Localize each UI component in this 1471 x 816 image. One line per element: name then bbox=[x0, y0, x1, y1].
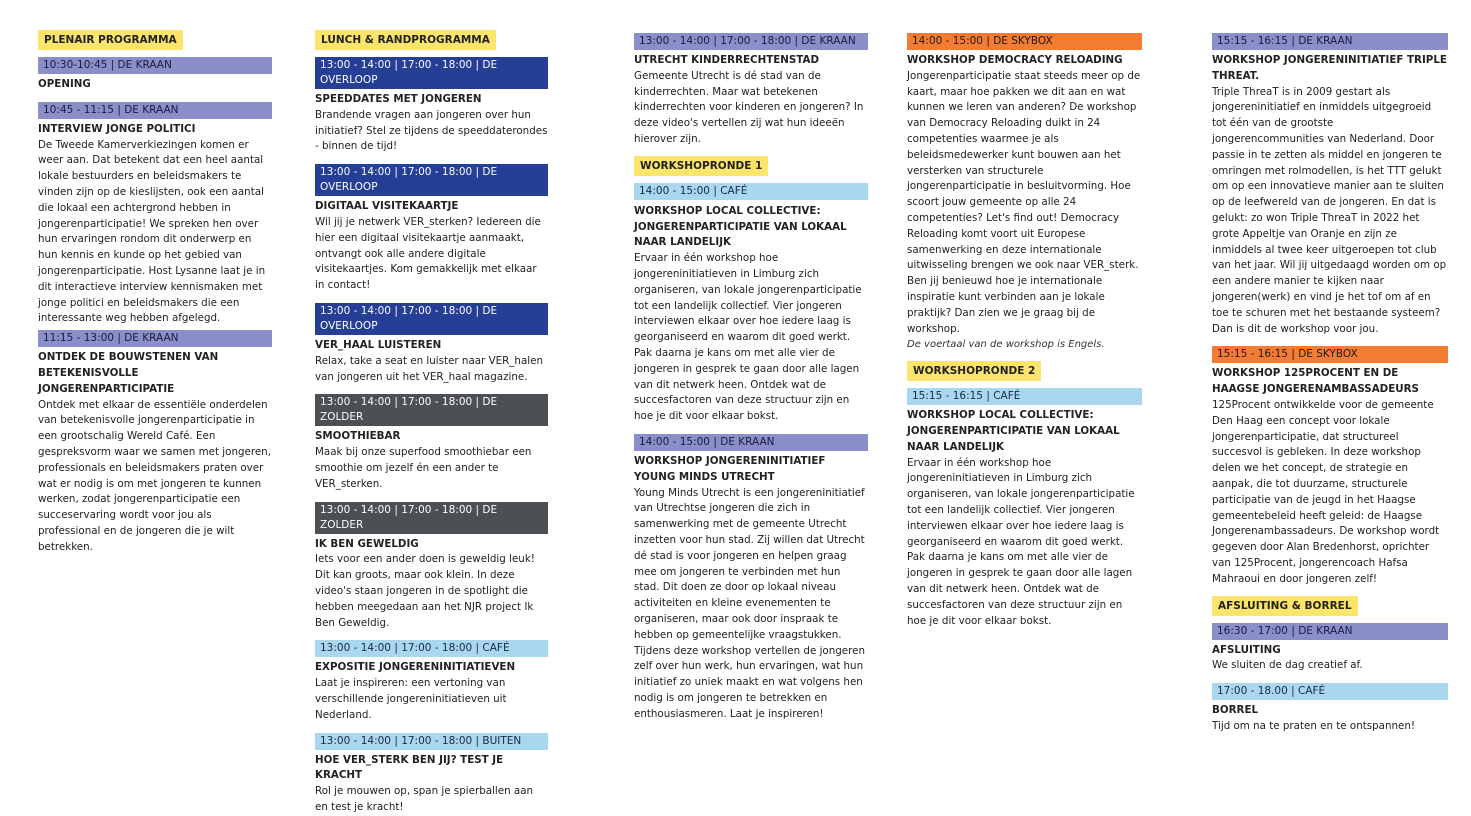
session-description: Wil jij je netwerk VER_sterken? Iedereen die hier een digitaal visitekaartje aanmaakt, ontvangt ook alle andere digitale visitekaartjes. Kom gemakkelijk met elkaar in contact! bbox=[315, 215, 541, 292]
session-description: Relax, take a seat en luister naar VER_halen van jongeren uit het VER_haal magazine. bbox=[315, 354, 543, 383]
section-heading-workshopronde-2: WORKSHOPRONDE 2 bbox=[907, 361, 1041, 381]
time-bar: 14:00 - 15:00 | DE SKYBOX bbox=[907, 33, 1142, 50]
session-title: IK BEN GEWELDIG bbox=[315, 537, 419, 550]
time-bar: 11:15 - 13:00 | DE KRAAN bbox=[38, 330, 272, 347]
session-title: BORREL bbox=[1212, 704, 1259, 717]
column-lunch bbox=[315, 28, 548, 816]
session-description: Jongerenparticipatie staat steeds meer op de kaart, maar hoe pakken we dit aan en wat kunnen we leren van anderen? De workshop van Democracy Reloading duikt in 24 competenties waarmee je als beleidsmedewerker kunt bouwen aan het versterken van structurele jongerenparticipatie in besluitvorming. Hoe scoort jouw gemeente op alle 24 competenties? Let's find out! Democracy Reloading komt voort uit Europese samenwerking en deze internationale uitwisseling brengen we ook naar VER_sterk. Ben jij benieuwd hoe je internationale inspiratie kunt verbinden aan je lokale praktijk? Dan zien we je graag bij de workshop. bbox=[907, 69, 1141, 335]
time-bar: 13:00 - 14:00 | 17:00 - 18:00 | DE ZOLDER bbox=[315, 394, 548, 426]
session-title: WORKSHOP JONGERENINITIATIEF TRIPLE THREAT. bbox=[1212, 54, 1447, 82]
session-title: HOE VER_STERK BEN JIJ? TEST JE KRACHT bbox=[315, 753, 504, 782]
session-description: Gemeente Utrecht is dé stad van de kinderrechten. Maar wat betekenen kinderrechten voor kinderen en jongeren? In deze video's vertellen zij wat hun ideeën hierover zijn. bbox=[634, 69, 864, 145]
session-title: DIGITAAL VISITEKAARTJE bbox=[315, 200, 459, 213]
session-description: Ervaar in één workshop hoe jongereninitiatieven in Limburg zich organiseren, van lokale jongerenparticipatie tot een landelijk collectief. Vier jongeren interviewen elkaar over hoe iedere laag is georganiseerd en waarom dit goed werkt. Pak daarna je kans om met alle vier de jongeren in gesprek te gaan door alle lagen van dit netwerk heen. Ontdek wat de succesfactoren van deze structuur zijn en hoe je dit voor elkaar bokst. bbox=[907, 456, 1135, 627]
time-bar: 13:00 - 14:00 | 17:00 - 18:00 | DE OVERLOOP bbox=[315, 57, 548, 89]
session-description: We sluiten de dag creatief af. bbox=[1212, 659, 1363, 672]
session-title: AFSLUITING bbox=[1212, 643, 1281, 656]
column-workshopronde-2 bbox=[907, 30, 1142, 629]
time-bar: 14:00 - 15:00 | CAFÉ bbox=[634, 183, 868, 200]
column-plenair bbox=[38, 28, 272, 556]
time-bar: 16:30 - 17:00 | DE KRAAN bbox=[1212, 623, 1448, 640]
language-note: De voertaal van de workshop is Engels. bbox=[907, 339, 1105, 351]
session-title: EXPOSITIE JONGERENINITIATIEVEN bbox=[315, 661, 516, 674]
session-description: Ontdek met elkaar de essentiële onderdelen van betekenisvolle jongerenparticipatie in een grootschalig Wereld Café. Een gespreksvorm waar we samen met jongeren, professionals en beleidsmakers praten over wat er nodig is om met jongeren te kunnen werken, zodat jongerenparticipatie een succeservaring wordt voor jou als professional en de jongeren die je wilt betrekken. bbox=[38, 398, 271, 553]
session-description: Rol je mouwen op, span je spierballen aan en test je kracht! bbox=[315, 785, 534, 813]
session-description: De Tweede Kamerverkiezingen komen er weer aan. Dat betekent dat een heel aantal lokale bestuurders en beleidsmakers te vinden zijn op de kieslijsten, ook een aantal die lokaal een achtergrond hebben in jongerenparticipatie! We spreken hen over hun ervaringen rondom dit onderwerp en hun kennis en kunde op het gebied van jongerenparticipatie. Host Lysanne laat je in dit interactieve interview kennismaken met jonge politici en beleidsmakers die een interessante weg hebben afgelegd. bbox=[38, 138, 266, 325]
session-title: UTRECHT KINDERRECHTENSTAD bbox=[634, 54, 820, 66]
session-title: VER_HAAL LUISTEREN bbox=[315, 338, 442, 351]
session-title: WORKSHOP LOCAL COLLECTIVE: JONGERENPARTICIPATIE VAN LOKAAL NAAR LANDELIJK bbox=[634, 204, 847, 249]
time-bar: 15:15 - 16:15 | CAFÉ bbox=[907, 388, 1142, 405]
time-bar: 10:45 - 11:15 | DE KRAAN bbox=[38, 102, 272, 119]
session-description: Triple ThreaT is in 2009 gestart als jongereninitiatief en inmiddels uitgegroeid tot één van de grootste jongerencommunities van Nederland. Door passie in te zetten als middel en jongeren te omringen met rolmodellen, is het TTT gelukt om op een innovatieve manier aan te sluiten op de leefwereld van de jongeren. En dat is gelukt: zo won Triple ThreaT in 2022 het grote Appeltje van Oranje en zijn ze inmiddels al twee keer uitgeroepen tot club van het jaar. Wil jij uitgedaagd worden om op een andere manier te kijken naar jongeren(werk) en vind je het tof om af en toe te schuren met het bestaande systeem? Dan is dit de workshop voor jou. bbox=[1212, 85, 1447, 335]
session-description: Maak bij onze superfood smoothiebar een smoothie om jezelf én een ander te VER_sterken. bbox=[315, 446, 532, 490]
session-description: Ervaar in één workshop hoe jongereninitiatieven in Limburg zich organiseren, van lokale jongerenparticipatie tot een landelijk collectief. Vier jongeren interviewen elkaar over hoe iedere laag is georganiseerd en waarom dit goed werkt. Pak daarna je kans om met alle vier de jongeren in gesprek te gaan door alle lagen van dit netwerk heen. Ontdek wat de succesfactoren van deze structuur zijn en hoe je dit voor elkaar bokst. bbox=[634, 252, 862, 423]
session-title: WORKSHOP JONGERENINITIATIEF YOUNG MINDS UTRECHT bbox=[634, 454, 826, 483]
session-title: WORKSHOP DEMOCRACY RELOADING bbox=[907, 54, 1123, 66]
time-bar: 15:15 - 16:15 | DE KRAAN bbox=[1212, 33, 1448, 50]
session-description: Tijd om na te praten en te ontspannen! bbox=[1212, 719, 1416, 732]
time-bar: 13:00 - 14:00 | 17:00 - 18:00 | DE KRAAN bbox=[634, 33, 868, 50]
section-heading-afsluiting: AFSLUITING & BORREL bbox=[1212, 596, 1358, 616]
session-title: INTERVIEW JONGE POLITICI bbox=[38, 122, 196, 135]
time-bar: 13:00 - 14:00 | 17:00 - 18:00 | DE OVERLOOP bbox=[315, 164, 548, 196]
session-title: SPEEDDATES MET JONGEREN bbox=[315, 93, 482, 105]
session-title: WORKSHOP 125PROCENT EN DE HAAGSE JONGERENAMBASSADEURS bbox=[1212, 367, 1419, 396]
time-bar: 14:00 - 15:00 | DE KRAAN bbox=[634, 434, 868, 451]
time-bar: 13:00 - 14:00 | 17:00 - 18:00 | CAFÉ bbox=[315, 640, 548, 657]
session-description: Young Minds Utrecht is een jongereninitiatief van Utrechtse jongeren die zich in samenwerking met de gemeente Utrecht inzetten voor hun stad. Zij willen dat Utrecht dé stad is voor jongeren en helpen graag mee om jongeren te verbinden met hun stad. Dit doen ze door op lokaal niveau activiteiten en kleine evenementen te organiseren, maar ook door inspraak te hebben op gemeentelijke vraagstukken. Tijdens deze workshop vertellen de jongeren zelf over hun werk, hun ervaringen, wat hun initiatief zo uniek maakt en wat volgens hen nodig is om jongeren te betrekken en enthousiasmeren. Laat je inspireren! bbox=[634, 486, 865, 720]
column-workshopronde-1 bbox=[634, 30, 868, 722]
session-description: Brandende vragen aan jongeren over hun initiatief? Stel ze tijdens de speeddaterondes - binnen de tijd! bbox=[315, 108, 548, 153]
section-heading-lunch: LUNCH & RANDPROGRAMMA bbox=[315, 30, 496, 50]
session-title: OPENING bbox=[38, 78, 91, 90]
section-heading-plenair: PLENAIR PROGRAMMA bbox=[38, 30, 183, 50]
time-bar: 13:00 - 14:00 | 17:00 - 18:00 | DE ZOLDER bbox=[315, 502, 548, 534]
column-afsluiting bbox=[1212, 30, 1448, 735]
session-title: WORKSHOP LOCAL COLLECTIVE: JONGERENPARTICIPATIE VAN LOKAAL NAAR LANDELIJK bbox=[907, 409, 1120, 453]
session-description: Laat je inspireren: een vertoning van verschillende jongereninitiatieven uit Nederland. bbox=[315, 677, 507, 721]
session-description: 125Procent ontwikkelde voor de gemeente Den Haag een concept voor lokale jongerenparticipatie, dat structureel succesvol is gebleken. In deze workshop delen we het concept, de strategie en aanpak, die tot duurzame, structurele participatie van de jeugd in het Haagse gemeentebeleid heeft geleid: de Haagse Jongerenambassadeurs. De workshop wordt gegeven door Alan Bredenhorst, oprichter van 125Procent, jongerencoach Hafsa Mahraoui en door jongeren zelf! bbox=[1212, 398, 1440, 585]
session-description: Iets voor een ander doen is geweldig leuk! Dit kan groots, maar ook klein. In deze video's staan jongeren in de spotlight die hebben meegedaan aan het NJR project Ik Ben Geweldig. bbox=[315, 553, 535, 629]
time-bar: 13:00 - 14:00 | 17:00 - 18:00 | DE OVERLOOP bbox=[315, 303, 548, 335]
session-title: ONTDEK DE BOUWSTENEN VAN BETEKENISVOLLE JONGERENPARTICIPATIE bbox=[38, 351, 219, 395]
session-title: SMOOTHIEBAR bbox=[315, 430, 401, 443]
section-heading-workshopronde-1: WORKSHOPRONDE 1 bbox=[634, 156, 768, 176]
time-bar: 10:30-10:45 | DE KRAAN bbox=[38, 57, 272, 74]
time-bar: 17:00 - 18.00 | CAFÉ bbox=[1212, 683, 1448, 700]
time-bar: 15:15 - 16:15 | DE SKYBOX bbox=[1212, 346, 1448, 363]
time-bar: 13:00 - 14:00 | 17:00 - 18:00 | BUITEN bbox=[315, 733, 548, 750]
